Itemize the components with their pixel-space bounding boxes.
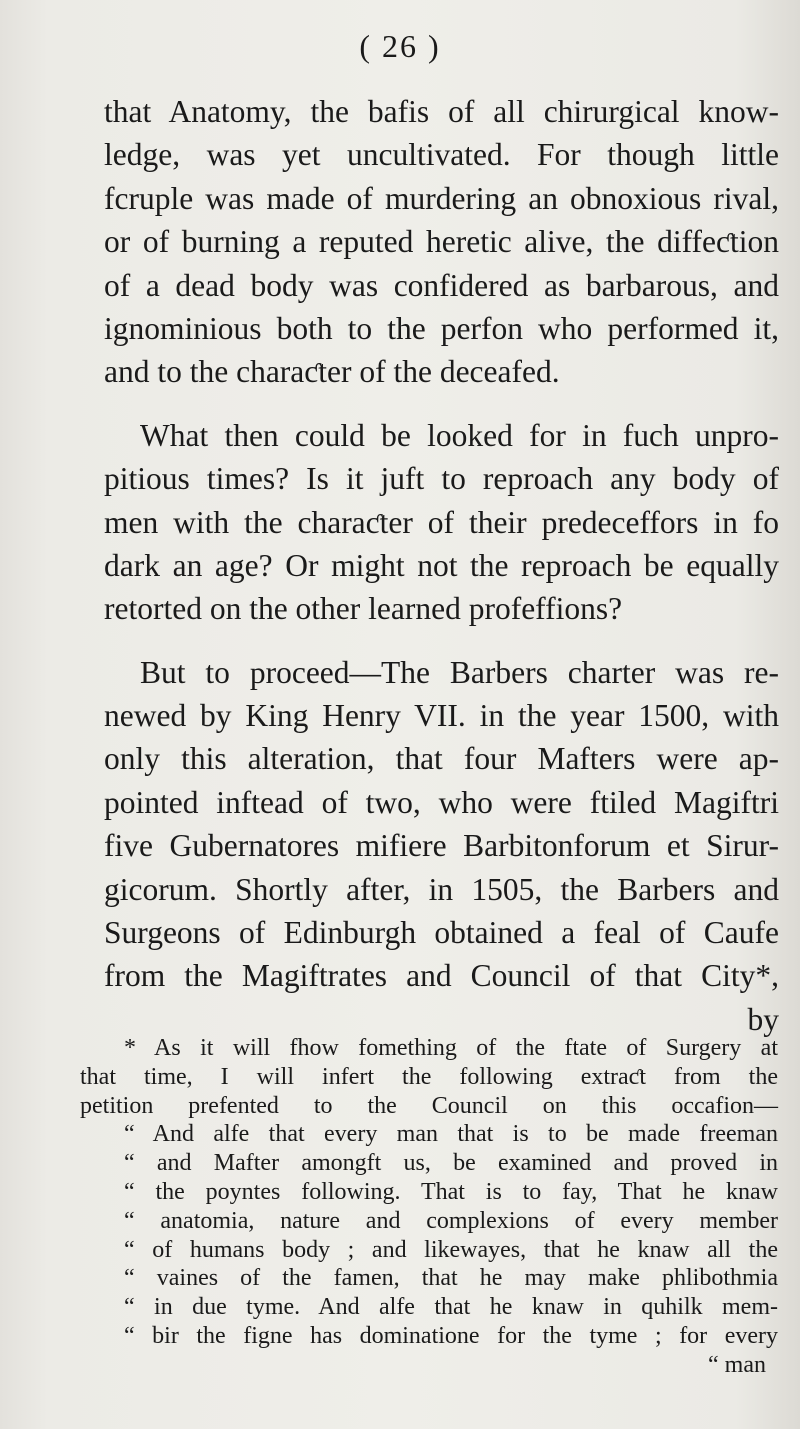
text-line: or of burning a reputed heretic alive, the diffeƈtion bbox=[104, 224, 779, 260]
text-line: ledge, was yet uncultivated. For though little bbox=[104, 137, 779, 173]
footnote bbox=[80, 1034, 778, 1380]
catchword: by bbox=[747, 1001, 779, 1037]
text-line: gicorum. Shortly after, in 1505, the Barbers and bbox=[104, 871, 779, 907]
paragraph-2 bbox=[104, 414, 779, 631]
page-number: ( 26 ) bbox=[359, 28, 441, 64]
text-line: and to the charaƈter of the deceafed. bbox=[104, 354, 560, 390]
text-line: from the Magiftrates and Council of that City*, bbox=[104, 958, 779, 994]
footnote-line: “ And alfe that every man that is to be made freeman bbox=[124, 1121, 778, 1148]
text-line: fcruple was made of murdering an obnoxious rival, bbox=[104, 180, 779, 216]
text-line: men with the charaƈter of their predeceffors in fo bbox=[104, 504, 779, 540]
footnote-line: “ anatomia, nature and complexions of every member bbox=[124, 1207, 778, 1234]
footnote-line: “ of humans body ; and likewayes, that he knaw all the bbox=[124, 1236, 778, 1263]
text-line: five Gubernatores mifiere Barbitonforum et Sirur- bbox=[104, 828, 779, 864]
text-line: of a dead body was confidered as barbarous, and bbox=[104, 267, 779, 303]
text-line: retorted on the other learned profeffions? bbox=[104, 591, 623, 627]
text-line: pointed inftead of two, who were ftiled Magiftri bbox=[104, 784, 779, 820]
footnote-line: “ in due tyme. And alfe that he knaw in quhilk mem- bbox=[124, 1294, 778, 1321]
text-line: that Anatomy, the bafis of all chirurgical know- bbox=[104, 94, 779, 129]
paragraph-1 bbox=[104, 90, 779, 394]
text-line: pitious times? Is it juft to reproach any body of bbox=[104, 461, 779, 497]
text-line: Surgeons of Edinburgh obtained a feal of Caufe bbox=[104, 915, 779, 951]
paragraph-3 bbox=[104, 651, 779, 998]
text-line: But to proceed—The Barbers charter was re- bbox=[140, 654, 779, 690]
text-line: What then could be looked for in fuch unpro- bbox=[140, 417, 779, 453]
footnote-line: petition prefented to the Council on this occafion— bbox=[80, 1092, 778, 1119]
text-line: dark an age? Or might not the reproach be equally bbox=[104, 547, 779, 583]
text-line: only this alteration, that four Mafters were ap- bbox=[104, 741, 779, 777]
footnote-line: “ vaines of the famen, that he may make phlibothmia bbox=[124, 1265, 778, 1292]
text-line: ignominious both to the perfon who performed it, bbox=[104, 310, 779, 346]
footnote-line: “ bir the figne has dominatione for the tyme ; for every bbox=[124, 1322, 778, 1349]
footnote-catchword: “ man bbox=[708, 1351, 766, 1378]
footnote-line: * As it will fhow fomething of the ftate of Surgery at bbox=[124, 1035, 778, 1061]
footnote-line: “ and Mafter amongft us, be examined and proved in bbox=[124, 1150, 778, 1177]
footnote-line: “ the poyntes following. That is to fay, That he knaw bbox=[124, 1178, 778, 1205]
main-text bbox=[104, 90, 779, 1041]
footnote-line: that time, I will infert the following extraƈt from the bbox=[80, 1063, 778, 1090]
text-line: newed by King Henry VII. in the year 1500, with bbox=[104, 698, 779, 734]
